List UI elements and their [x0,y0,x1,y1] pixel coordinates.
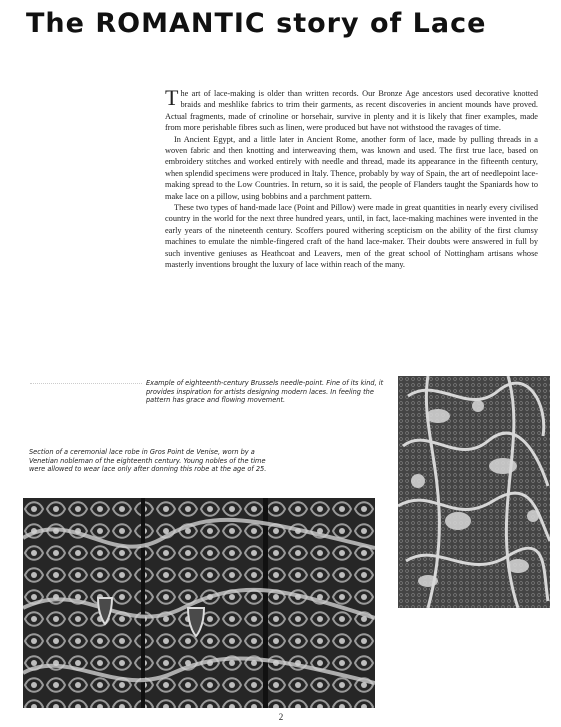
drop-cap: T [165,85,179,110]
caption-venise: Section of a ceremonial lace robe in Gros Point de Venise, worn by a Venetian nobleman of the eighteenth century. Young nobles of the time were allowed to wear lace only after donning this robe at the age of 25. [29,448,267,474]
lace-pattern-image [398,376,550,608]
venise-lace-robe-photo [23,498,375,708]
paragraph-1 [165,85,538,134]
paragraph-1-text: he art of lace-making is older than written records. Our Bronze Age ancestors used decorative knotted braids and meshlike fabrics to trim their garments, as recent discoveries in ancient mounds have proved. Actual fragments, made of crinoline or horsehair, survive in plenty and it is likely that finer examples, made from more perishable fibres such as linen, were produced but have not withstood the ravages of time. [165,89,538,133]
lace-robe-image [23,498,375,708]
caption-divider [30,383,142,384]
article-body [165,85,538,271]
page-number: 2 [278,712,284,722]
brussels-lace-photo [398,376,550,608]
caption-brussels: Example of eighteenth-century Brussels needle-point. Fine of its kind, it provides inspiration for artists designing modern laces. In feeling the pattern has grace and flowing movement. [146,379,384,405]
paragraph-2: In Ancient Egypt, and a little later in Ancient Rome, another form of lace, made by pulling threads in a woven fabric and then knotting and interweaving them, was known and used. The first true lace, based on embroidery stitches and worked entirely with needle and thread, made its appearance in the fifteenth century, when splendid specimens were produced in Italy. Thence, probably by way of Spain, the art of needlepoint lace-making spread to the Low Countries. In return, so it is said, the people of Flanders taught the Spaniards how to make lace on a pillow, using bobbins and a parchment pattern. [165,134,538,201]
page-title: The ROMANTIC story of Lace [26,8,487,39]
paragraph-3: These two types of hand-made lace (Point and Pillow) were made in great quantities in nearly every civilised country in the world for the next three hundred years, until, in fact, lace-making machines were invented in the early years of the nineteenth century. Scoffers poured withering scepticism on the ability of the first clumsy machines to emulate the nimble-fingered craft of the hand lace-maker. Their doubts were answered in full by such inventive geniuses as Heathcoat and Leavers, men of the great school of Nottingham artisans whose masterly inventions brought the luxury of lace within reach of the many. [165,203,538,270]
